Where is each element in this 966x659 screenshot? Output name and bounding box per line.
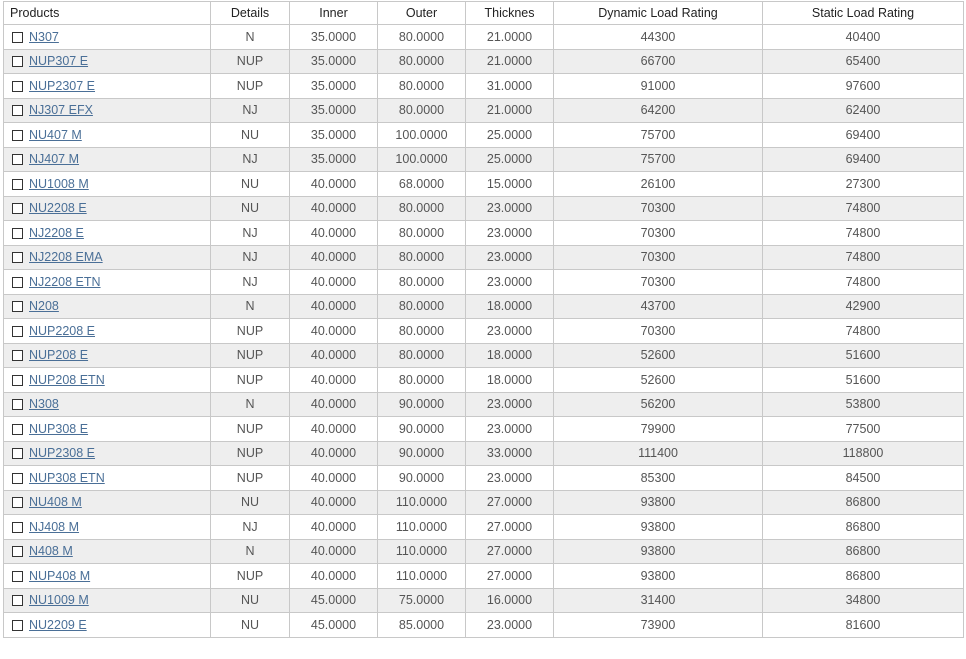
outer-cell: 80.0000 [378,270,466,295]
product-cell [4,74,211,99]
static-load-cell: 97600 [763,74,964,99]
details-cell: NU [211,613,290,638]
product-cell [4,49,211,74]
product-cell [4,98,211,123]
select-checkbox[interactable] [12,375,23,386]
table-row [4,613,964,638]
details-cell: N [211,294,290,319]
product-link[interactable]: NJ2208 EMA [29,250,103,265]
dynamic-load-cell: 70300 [554,221,763,246]
product-link[interactable]: NUP308 ETN [29,470,105,485]
product-link[interactable]: NUP308 E [29,421,89,436]
details-cell: N [211,539,290,564]
select-checkbox[interactable] [12,228,23,239]
dynamic-load-cell: 70300 [554,270,763,295]
details-cell: NJ [211,147,290,172]
select-checkbox[interactable] [12,301,23,312]
select-checkbox[interactable] [12,252,23,263]
dynamic-load-cell: 64200 [554,98,763,123]
outer-cell: 110.0000 [378,490,466,515]
outer-cell: 90.0000 [378,466,466,491]
product-link[interactable]: NUP2208 E [29,323,96,338]
table-row [4,564,964,589]
static-load-cell: 34800 [763,588,964,613]
static-load-cell: 69400 [763,147,964,172]
header-products: Products [4,2,211,25]
product-link[interactable]: NU1008 M [29,176,89,191]
thickness-cell: 15.0000 [466,172,554,197]
thickness-cell: 23.0000 [466,196,554,221]
table-row [4,417,964,442]
static-load-cell: 74800 [763,196,964,221]
product-cell [4,441,211,466]
select-checkbox[interactable] [12,620,23,631]
product-cell [4,294,211,319]
table-row [4,98,964,123]
product-cell [4,319,211,344]
table-row [4,245,964,270]
dynamic-load-cell: 93800 [554,539,763,564]
outer-cell: 80.0000 [378,343,466,368]
table-row [4,515,964,540]
outer-cell: 100.0000 [378,123,466,148]
table-row [4,539,964,564]
details-cell: NU [211,490,290,515]
table-row [4,196,964,221]
select-checkbox[interactable] [12,399,23,410]
header-details: Details [211,2,290,25]
thickness-cell: 23.0000 [466,221,554,246]
static-load-cell: 84500 [763,466,964,491]
details-cell: NUP [211,368,290,393]
table-row [4,588,964,613]
inner-cell: 40.0000 [290,343,378,368]
inner-cell: 40.0000 [290,319,378,344]
product-link[interactable]: NUP2307 E [29,78,96,93]
details-cell: NUP [211,466,290,491]
outer-cell: 90.0000 [378,392,466,417]
dynamic-load-cell: 44300 [554,25,763,50]
thickness-cell: 31.0000 [466,74,554,99]
details-cell: NU [211,172,290,197]
outer-cell: 110.0000 [378,515,466,540]
dynamic-load-cell: 93800 [554,490,763,515]
thickness-cell: 23.0000 [466,417,554,442]
thickness-cell: 27.0000 [466,564,554,589]
product-link[interactable]: NU2209 E [29,617,87,632]
thickness-cell: 16.0000 [466,588,554,613]
product-cell [4,417,211,442]
table-row [4,441,964,466]
dynamic-load-cell: 111400 [554,441,763,466]
details-cell: NUP [211,441,290,466]
product-cell [4,613,211,638]
products-table [3,1,964,638]
static-load-cell: 77500 [763,417,964,442]
select-checkbox[interactable] [12,56,23,67]
outer-cell: 80.0000 [378,221,466,246]
dynamic-load-cell: 43700 [554,294,763,319]
inner-cell: 35.0000 [290,147,378,172]
inner-cell: 40.0000 [290,196,378,221]
select-checkbox[interactable] [12,546,23,557]
select-checkbox[interactable] [12,595,23,606]
table-row [4,368,964,393]
dynamic-load-cell: 91000 [554,74,763,99]
product-cell [4,490,211,515]
thickness-cell: 18.0000 [466,294,554,319]
inner-cell: 35.0000 [290,49,378,74]
thickness-cell: 18.0000 [466,343,554,368]
product-link[interactable]: N307 [29,29,59,44]
details-cell: NUP [211,417,290,442]
static-load-cell: 42900 [763,294,964,319]
details-cell: NUP [211,343,290,368]
dynamic-load-cell: 26100 [554,172,763,197]
product-cell [4,343,211,368]
table-row [4,74,964,99]
outer-cell: 80.0000 [378,49,466,74]
outer-cell: 80.0000 [378,294,466,319]
select-checkbox[interactable] [12,473,23,484]
dynamic-load-cell: 93800 [554,564,763,589]
details-cell: NU [211,588,290,613]
static-load-cell: 74800 [763,221,964,246]
table-body [4,25,964,638]
product-link[interactable]: NJ2208 ETN [29,274,101,289]
static-load-cell: 27300 [763,172,964,197]
thickness-cell: 21.0000 [466,49,554,74]
select-checkbox[interactable] [12,154,23,165]
outer-cell: 100.0000 [378,147,466,172]
product-cell [4,196,211,221]
product-cell [4,539,211,564]
dynamic-load-cell: 73900 [554,613,763,638]
select-checkbox[interactable] [12,448,23,459]
thickness-cell: 23.0000 [466,613,554,638]
select-checkbox[interactable] [12,277,23,288]
product-cell [4,588,211,613]
dynamic-load-cell: 56200 [554,392,763,417]
table-row [4,294,964,319]
select-checkbox[interactable] [12,571,23,582]
thickness-cell: 25.0000 [466,123,554,148]
dynamic-load-cell: 75700 [554,123,763,148]
select-checkbox[interactable] [12,497,23,508]
dynamic-load-cell: 85300 [554,466,763,491]
thickness-cell: 27.0000 [466,515,554,540]
outer-cell: 80.0000 [378,368,466,393]
details-cell: NJ [211,221,290,246]
inner-cell: 35.0000 [290,25,378,50]
outer-cell: 90.0000 [378,417,466,442]
dynamic-load-cell: 31400 [554,588,763,613]
details-cell: N [211,25,290,50]
inner-cell: 40.0000 [290,245,378,270]
outer-cell: 110.0000 [378,539,466,564]
select-checkbox[interactable] [12,326,23,337]
thickness-cell: 21.0000 [466,25,554,50]
select-checkbox[interactable] [12,32,23,43]
static-load-cell: 51600 [763,368,964,393]
select-checkbox[interactable] [12,203,23,214]
select-checkbox[interactable] [12,105,23,116]
product-cell [4,392,211,417]
product-link[interactable]: NU407 M [29,127,82,142]
thickness-cell: 27.0000 [466,490,554,515]
details-cell: NJ [211,515,290,540]
static-load-cell: 51600 [763,343,964,368]
thickness-cell: 21.0000 [466,98,554,123]
product-cell [4,221,211,246]
table-row [4,466,964,491]
header-thickness: Thicknes [466,2,554,25]
outer-cell: 90.0000 [378,441,466,466]
product-link[interactable]: NJ2208 E [29,225,84,240]
product-link[interactable]: NJ307 EFX [29,103,93,118]
static-load-cell: 118800 [763,441,964,466]
header-row [4,2,964,25]
products-table-container [3,1,964,638]
static-load-cell: 74800 [763,245,964,270]
product-link[interactable]: N208 [29,299,59,314]
product-cell [4,147,211,172]
product-cell [4,515,211,540]
product-link[interactable]: NUP307 E [29,54,89,69]
static-load-cell: 53800 [763,392,964,417]
dynamic-load-cell: 79900 [554,417,763,442]
details-cell: NJ [211,270,290,295]
product-link[interactable]: NU2208 E [29,201,87,216]
inner-cell: 35.0000 [290,123,378,148]
details-cell: NUP [211,74,290,99]
table-row [4,392,964,417]
product-link[interactable]: N308 [29,397,59,412]
inner-cell: 40.0000 [290,270,378,295]
details-cell: NJ [211,245,290,270]
product-cell [4,466,211,491]
table-row [4,490,964,515]
table-row [4,270,964,295]
product-cell [4,123,211,148]
header-inner: Inner [290,2,378,25]
product-cell [4,564,211,589]
inner-cell: 45.0000 [290,588,378,613]
static-load-cell: 40400 [763,25,964,50]
select-checkbox[interactable] [12,81,23,92]
inner-cell: 45.0000 [290,613,378,638]
inner-cell: 40.0000 [290,368,378,393]
outer-cell: 80.0000 [378,196,466,221]
static-load-cell: 86800 [763,564,964,589]
inner-cell: 35.0000 [290,98,378,123]
thickness-cell: 23.0000 [466,245,554,270]
outer-cell: 68.0000 [378,172,466,197]
product-cell [4,245,211,270]
table-row [4,123,964,148]
table-row [4,25,964,50]
product-link[interactable]: NUP2308 E [29,446,96,461]
dynamic-load-cell: 70300 [554,196,763,221]
product-link[interactable]: N408 M [29,544,73,559]
inner-cell: 40.0000 [290,539,378,564]
static-load-cell: 65400 [763,49,964,74]
outer-cell: 80.0000 [378,25,466,50]
static-load-cell: 86800 [763,490,964,515]
static-load-cell: 86800 [763,539,964,564]
dynamic-load-cell: 70300 [554,319,763,344]
thickness-cell: 27.0000 [466,539,554,564]
thickness-cell: 23.0000 [466,319,554,344]
details-cell: NU [211,196,290,221]
thickness-cell: 25.0000 [466,147,554,172]
inner-cell: 40.0000 [290,441,378,466]
outer-cell: 110.0000 [378,564,466,589]
select-checkbox[interactable] [12,424,23,435]
select-checkbox[interactable] [12,179,23,190]
static-load-cell: 81600 [763,613,964,638]
table-row [4,172,964,197]
thickness-cell: 23.0000 [466,466,554,491]
thickness-cell: 33.0000 [466,441,554,466]
product-link[interactable]: NUP408 M [29,568,91,583]
dynamic-load-cell: 75700 [554,147,763,172]
inner-cell: 40.0000 [290,221,378,246]
inner-cell: 40.0000 [290,392,378,417]
thickness-cell: 23.0000 [466,392,554,417]
select-checkbox[interactable] [12,350,23,361]
inner-cell: 40.0000 [290,417,378,442]
dynamic-load-cell: 52600 [554,343,763,368]
inner-cell: 35.0000 [290,74,378,99]
inner-cell: 40.0000 [290,564,378,589]
details-cell: N [211,392,290,417]
details-cell: NUP [211,319,290,344]
product-link[interactable]: NJ408 M [29,519,80,534]
dynamic-load-cell: 93800 [554,515,763,540]
static-load-cell: 62400 [763,98,964,123]
outer-cell: 80.0000 [378,74,466,99]
outer-cell: 80.0000 [378,245,466,270]
thickness-cell: 23.0000 [466,270,554,295]
product-link[interactable]: NU1009 M [29,593,89,608]
table-row [4,49,964,74]
inner-cell: 40.0000 [290,515,378,540]
product-link[interactable]: NU408 M [29,495,82,510]
details-cell: NJ [211,98,290,123]
product-link[interactable]: NUP208 E [29,348,89,363]
product-cell [4,270,211,295]
dynamic-load-cell: 70300 [554,245,763,270]
details-cell: NU [211,123,290,148]
details-cell: NUP [211,564,290,589]
table-row [4,343,964,368]
static-load-cell: 74800 [763,270,964,295]
thickness-cell: 18.0000 [466,368,554,393]
table-row [4,319,964,344]
static-load-cell: 74800 [763,319,964,344]
inner-cell: 40.0000 [290,294,378,319]
inner-cell: 40.0000 [290,172,378,197]
inner-cell: 40.0000 [290,490,378,515]
header-outer: Outer [378,2,466,25]
outer-cell: 75.0000 [378,588,466,613]
product-link[interactable]: NJ407 M [29,152,80,167]
details-cell: NUP [211,49,290,74]
dynamic-load-cell: 52600 [554,368,763,393]
product-link[interactable]: NUP208 ETN [29,372,105,387]
select-checkbox[interactable] [12,522,23,533]
header-static-load-rating: Static Load Rating [763,2,964,25]
product-cell [4,172,211,197]
static-load-cell: 86800 [763,515,964,540]
outer-cell: 80.0000 [378,319,466,344]
product-cell [4,25,211,50]
table-row [4,147,964,172]
outer-cell: 80.0000 [378,98,466,123]
outer-cell: 85.0000 [378,613,466,638]
product-cell [4,368,211,393]
select-checkbox[interactable] [12,130,23,141]
static-load-cell: 69400 [763,123,964,148]
inner-cell: 40.0000 [290,466,378,491]
table-row [4,221,964,246]
dynamic-load-cell: 66700 [554,49,763,74]
header-dynamic-load-rating: Dynamic Load Rating [554,2,763,25]
